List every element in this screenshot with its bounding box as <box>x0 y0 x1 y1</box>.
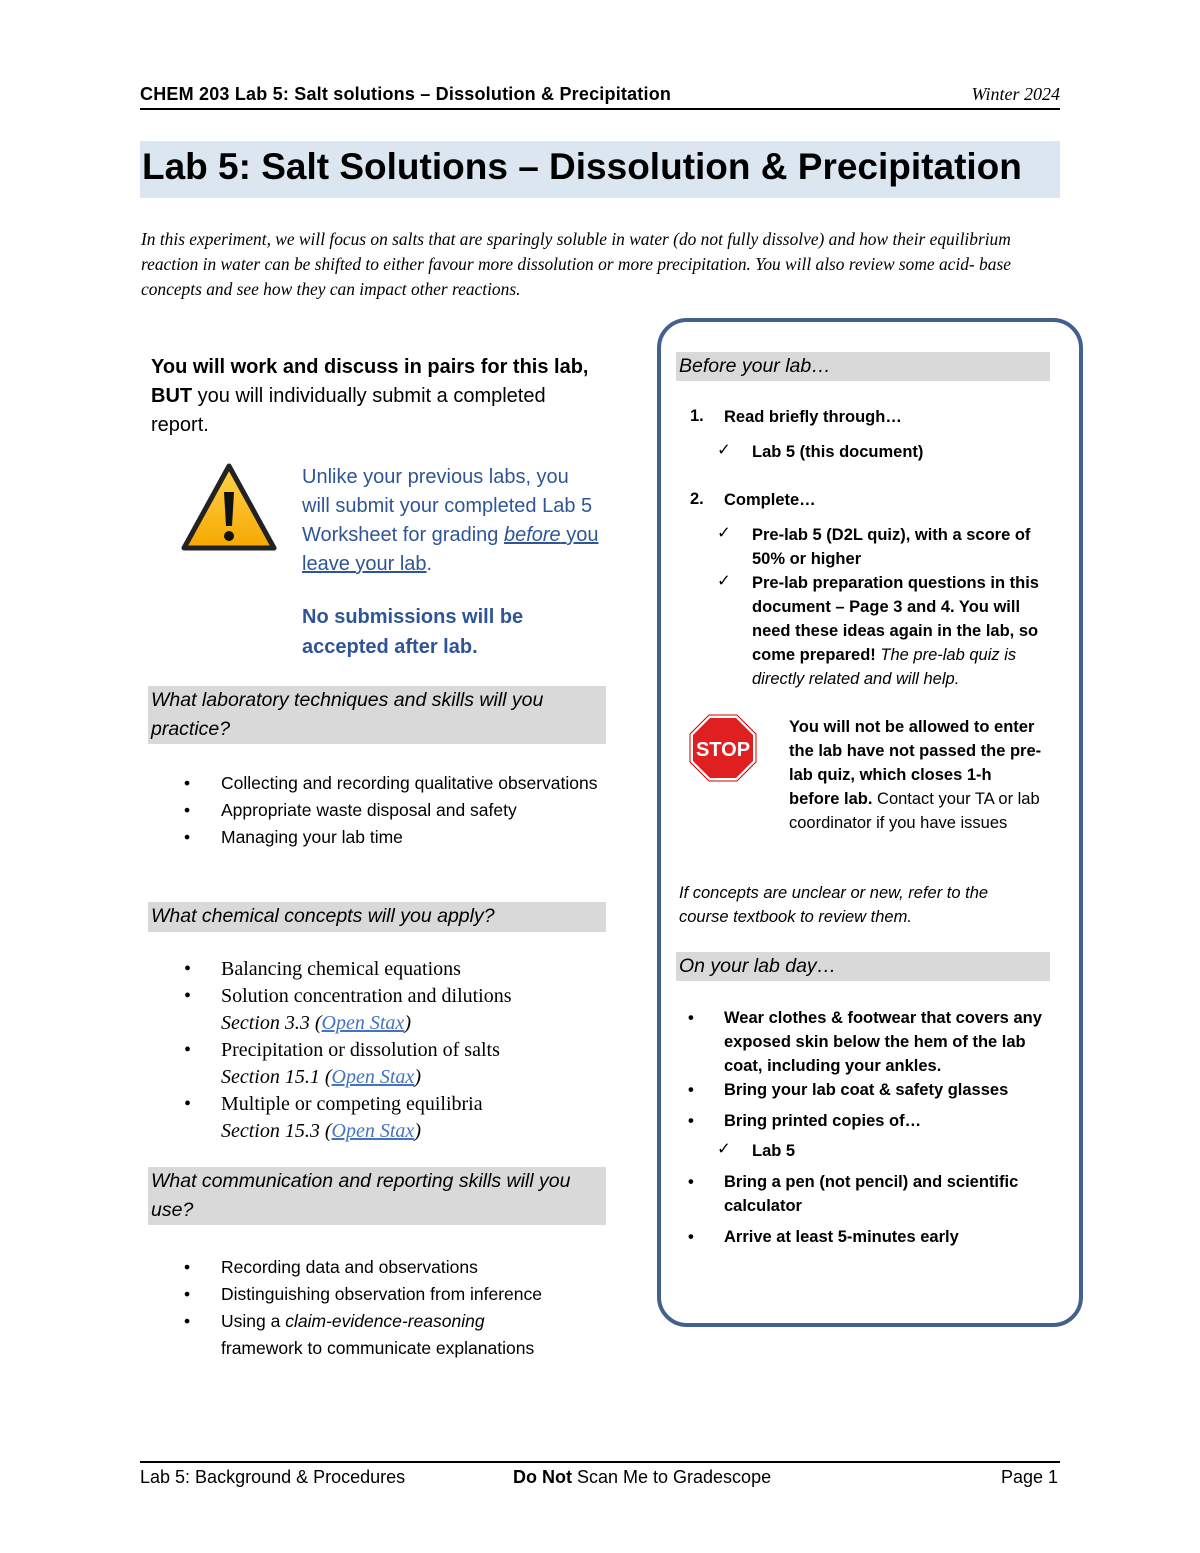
list-item: • Precipitation or dissolution of salts Section 15.1 (Open Stax) <box>148 1037 608 1091</box>
techniques-heading-band <box>148 686 606 744</box>
warning-period: . <box>426 553 433 575</box>
footer-middle <box>513 1467 771 1488</box>
techniques-list <box>148 770 608 851</box>
list-item: • Solution concentration and dilutions Section 3.3 (Open Stax) <box>148 983 608 1037</box>
stop-notice-bold: You will not be allowed to enter the lab have not passed the pre-lab quiz, which closes 1-h before lab. <box>789 718 1042 808</box>
no-submissions-notice: No submissions will be accepted after lab. <box>302 606 524 658</box>
list-item: • Recording data and observations <box>148 1254 608 1281</box>
step2-check2 <box>752 571 1048 691</box>
page-number: Page 1 <box>1000 1467 1058 1487</box>
concepts-heading: What chemical concepts will you apply? <box>151 905 495 927</box>
concept-section: Section 3.3 <box>221 1012 310 1034</box>
lab-day-heading: On your lab day… <box>679 955 837 977</box>
before-lab-heading-band <box>676 352 1050 381</box>
concepts-list <box>148 956 608 1145</box>
list-item: • Collecting and recording qualitative observations <box>148 770 608 797</box>
textbook-note: If concepts are unclear or new, refer to the course textbook to review them. <box>679 884 989 926</box>
list-item <box>148 1308 608 1362</box>
footer-middle-bold: Do Not <box>513 1467 572 1487</box>
checkmark-icon: ✓ <box>717 524 731 542</box>
warning-before: before <box>503 524 561 546</box>
list-item: • Wear clothes & footwear that covers any exposed skin below the hem of the lab coat, including your ankles. <box>676 1006 1048 1078</box>
warning-icon <box>180 462 278 554</box>
openstax-link[interactable]: Open Stax <box>321 1012 405 1034</box>
lab-day-list-2 <box>676 1170 1048 1249</box>
communication-heading-band <box>148 1167 606 1225</box>
list-item: • Bring your lab coat & safety glasses <box>676 1078 1048 1102</box>
step2-check2-italic: The pre-lab quiz is directly related and will help. <box>752 646 1017 688</box>
pairs-notice <box>151 353 606 440</box>
communication-heading: What communication and reporting skills will you use? <box>151 1170 571 1221</box>
list-item: • Appropriate waste disposal and safety <box>148 797 608 824</box>
cer-italic: claim-evidence-reasoning <box>285 1311 485 1331</box>
step1-text: Read briefly through… <box>724 408 902 426</box>
techniques-heading: What laboratory techniques and skills will you practice? <box>151 689 544 740</box>
stop-sign-icon <box>688 713 758 783</box>
lab-day-check-text: Lab 5 <box>752 1142 796 1160</box>
concept-text: Precipitation or dissolution of salts <box>221 1039 500 1061</box>
communication-list <box>148 1254 608 1362</box>
lab-day-heading-band <box>676 952 1050 981</box>
header-term: Winter 2024 <box>971 84 1060 104</box>
list-item: • Distinguishing observation from inference <box>148 1281 608 1308</box>
step2-text: Complete… <box>724 491 816 509</box>
pairs-but: BUT <box>151 385 193 407</box>
intro-paragraph: In this experiment, we will focus on salts that are sparingly soluble in water (do not fully dissolve) and how their equilibrium reaction in water can be shifted to either favour more dissolution or more precipitation. You will also review some acid- base concepts and see how they can impact other reactions. <box>141 229 1011 299</box>
cer-suffix: framework to communicate explanations <box>221 1338 535 1358</box>
pairs-line2: you will individually submit a completed report. <box>151 385 546 436</box>
step2-check1-text: Pre-lab 5 (D2L quiz), with a score of 50% or higher <box>752 526 1031 568</box>
footer-left: Lab 5: Background & Procedures <box>140 1467 406 1487</box>
list-item: • Managing your lab time <box>148 824 608 851</box>
footer-divider <box>140 1461 1060 1463</box>
openstax-link[interactable]: Open Stax <box>331 1120 415 1142</box>
warning-line2: you leave your lab <box>302 524 599 575</box>
list-item: • Multiple or competing equilibria Section 15.3 (Open Stax) <box>148 1091 608 1145</box>
list-item: • Bring printed copies of… <box>676 1109 1048 1133</box>
lab-day-list <box>676 1006 1048 1133</box>
concept-section: Section 15.1 <box>221 1066 320 1088</box>
header-divider <box>140 108 1060 110</box>
checkmark-icon: ✓ <box>717 441 731 459</box>
list-item <box>148 956 608 983</box>
step1-number: 1. <box>690 407 704 425</box>
step2-number: 2. <box>690 490 704 508</box>
checkmark-icon: ✓ <box>717 572 731 590</box>
step1-check-text: Lab 5 (this document) <box>752 443 924 461</box>
concepts-heading-band <box>148 902 606 932</box>
warning-message <box>302 463 602 579</box>
header-course-title: CHEM 203 Lab 5: Salt solutions – Dissolution & Precipitation <box>140 84 672 104</box>
concept-text: Multiple or competing equilibria <box>221 1093 483 1115</box>
warning-line1: Unlike your previous labs, you will submit your completed Lab 5 Worksheet for grading <box>302 466 593 546</box>
pairs-line1: You will work and discuss in pairs for this lab, <box>151 356 589 378</box>
cer-prefix: Using a <box>221 1311 286 1331</box>
concept-section: Section 15.3 <box>221 1120 320 1142</box>
concept-text: Solution concentration and dilutions <box>221 985 512 1007</box>
before-lab-heading: Before your lab… <box>679 355 831 377</box>
stop-label: STOP <box>695 739 751 761</box>
page-title: Lab 5: Salt Solutions – Dissolution & Precipitation <box>142 146 1022 187</box>
checkmark-icon: ✓ <box>717 1140 731 1158</box>
list-item: • Bring a pen (not pencil) and scientific calculator <box>676 1170 1048 1218</box>
concept-text: Balancing chemical equations <box>221 958 461 980</box>
step2-check2-bold: Pre-lab preparation questions in this document – Page 3 and 4. You will need these ideas again in the lab, so come prepared! <box>752 574 1039 664</box>
stop-notice <box>789 715 1044 835</box>
openstax-link[interactable]: Open Stax <box>331 1066 415 1088</box>
footer-middle-rest: Scan Me to Gradescope <box>571 1467 772 1487</box>
list-item: • Arrive at least 5-minutes early <box>676 1225 1048 1249</box>
stop-notice-normal: Contact your TA or lab coordinator if you have issues <box>789 790 1040 832</box>
